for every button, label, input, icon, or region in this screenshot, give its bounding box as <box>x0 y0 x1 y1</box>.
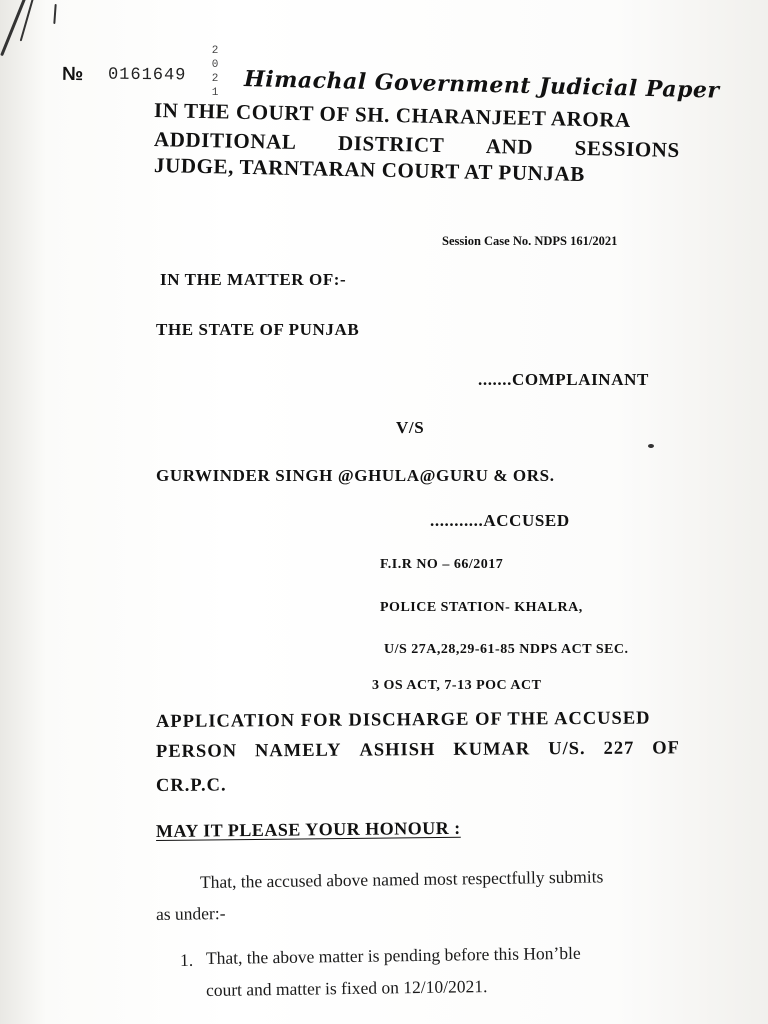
salutation: MAY IT PLEASE YOUR HONOUR : <box>155 817 461 841</box>
case-number: Session Case No. NDPS 161/2021 <box>442 234 618 248</box>
paper-title: Himachal Government Judicial Paper <box>243 66 720 104</box>
intro-line2: as under:- <box>155 903 226 924</box>
court-heading-line1: IN THE COURT OF SH. CHARANJEET ARORA <box>153 98 632 132</box>
court-heading-line3: JUDGE, TARNTARAN COURT AT PUNJAB <box>153 153 586 187</box>
application-word: PERSON <box>155 741 238 762</box>
police-station: POLICE STATION- KHALRA, <box>380 600 583 615</box>
accused-name: GURWINDER SINGH @GHULA@GURU & ORS. <box>156 466 555 485</box>
serial-number: 0161649 <box>107 65 187 86</box>
list-item-line2: court and matter is fixed on 12/10/2021. <box>205 976 488 1000</box>
application-word: KUMAR <box>453 739 531 760</box>
application-word: OF <box>652 738 680 759</box>
intro-line1: That, the accused above named most respectfully submits <box>199 866 604 892</box>
fir-number: F.I.R NO – 66/2017 <box>380 557 504 572</box>
list-item-number: 1. <box>179 949 194 970</box>
application-word: 227 <box>603 738 635 759</box>
list-item-line1: That, the above matter is pending before this Hon’ble <box>205 942 581 968</box>
application-title-line1: APPLICATION FOR DISCHARGE OF THE ACCUSED <box>155 708 651 732</box>
court-word: DISTRICT <box>337 130 445 158</box>
sections-line1: U/S 27A,28,29-61-85 NDPS ACT SEC. <box>384 642 629 657</box>
application-title-line3: CR.P.C. <box>155 775 227 796</box>
serial-prefix: № <box>61 63 85 86</box>
application-word: U/S. <box>548 739 586 760</box>
matter-heading: IN THE MATTER OF:- <box>160 270 347 289</box>
versus: V/S <box>396 418 425 437</box>
year-vertical: 2 0 2 1 <box>211 45 219 99</box>
sections-line2: 3 OS ACT, 7-13 POC ACT <box>372 678 542 693</box>
application-word: NAMELY <box>254 740 342 762</box>
ink-dot <box>648 444 654 448</box>
application-title-line2 <box>156 738 680 763</box>
complainant-label: .......COMPLAINANT <box>478 370 649 389</box>
court-word: SESSIONS <box>574 135 681 163</box>
application-word: ASHISH <box>359 740 436 761</box>
complainant-name: THE STATE OF PUNJAB <box>156 320 360 339</box>
court-word: AND <box>485 133 534 159</box>
accused-label: ...........ACCUSED <box>430 511 570 530</box>
court-word: ADDITIONAL <box>153 127 297 154</box>
pen-mark <box>53 4 56 24</box>
